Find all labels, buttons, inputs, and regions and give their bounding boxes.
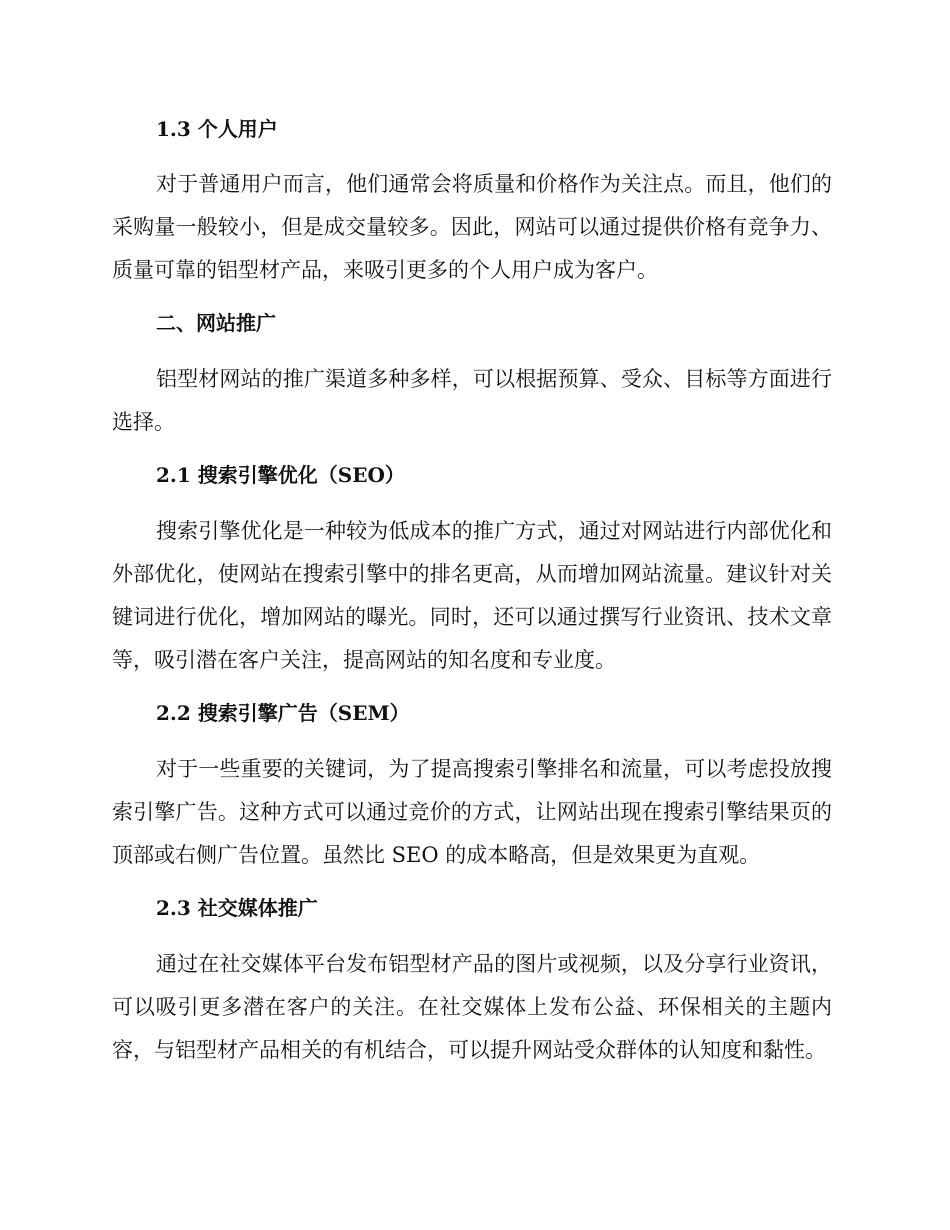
paragraph-seo: 搜索引擎优化是一种较为低成本的推广方式，通过对网站进行内部优化和外部优化，使网站在搜索引擎中的排名更高，从而增加网站流量。建议针对关键词进行优化，增加网站的曝光。同时，还可以通过撰写行业资讯、技术文章等，吸引潜在客户关注，提高网站的知名度和专业度。	[112, 519, 832, 672]
paragraph-sem: 对于一些重要的关键词，为了提高搜索引擎排名和流量，可以考虑投放搜索引擎广告。这种方式可以通过竞价的方式，让网站出现在搜索引擎结果页的顶部或右侧广告位置。虽然比 SEO 的成本略高，但是效果更为直观。	[112, 757, 832, 867]
paragraph-social-media: 通过在社交媒体平台发布铝型材产品的图片或视频，以及分享行业资讯，可以吸引更多潜在客户的关注。在社交媒体上发布公益、环保相关的主题内容，与铝型材产品相关的有机结合，可以提升网站受众群体的认知度和黏性。	[112, 952, 832, 1062]
heading-2-website-promotion: 二、网站推广	[156, 311, 276, 335]
heading-1-3-personal-users: 1.3 个人用户	[156, 117, 278, 141]
document-content	[112, 110, 832, 1072]
heading-2-1-seo: 2.1 搜索引擎优化（SEO）	[156, 463, 405, 487]
heading-2-3-social-media: 2.3 社交媒体推广	[156, 896, 318, 920]
heading-2-2-sem: 2.2 搜索引擎广告（SEM）	[156, 701, 410, 725]
paragraph-personal-users: 对于普通用户而言，他们通常会将质量和价格作为关注点。而且，他们的采购量一般较小，但是成交量较多。因此，网站可以通过提供价格有竞争力、质量可靠的铝型材产品，来吸引更多的个人用户成为客户。	[112, 172, 832, 282]
paragraph-promotion-channels: 铝型材网站的推广渠道多种多样，可以根据预算、受众、目标等方面进行选择。	[112, 367, 832, 434]
